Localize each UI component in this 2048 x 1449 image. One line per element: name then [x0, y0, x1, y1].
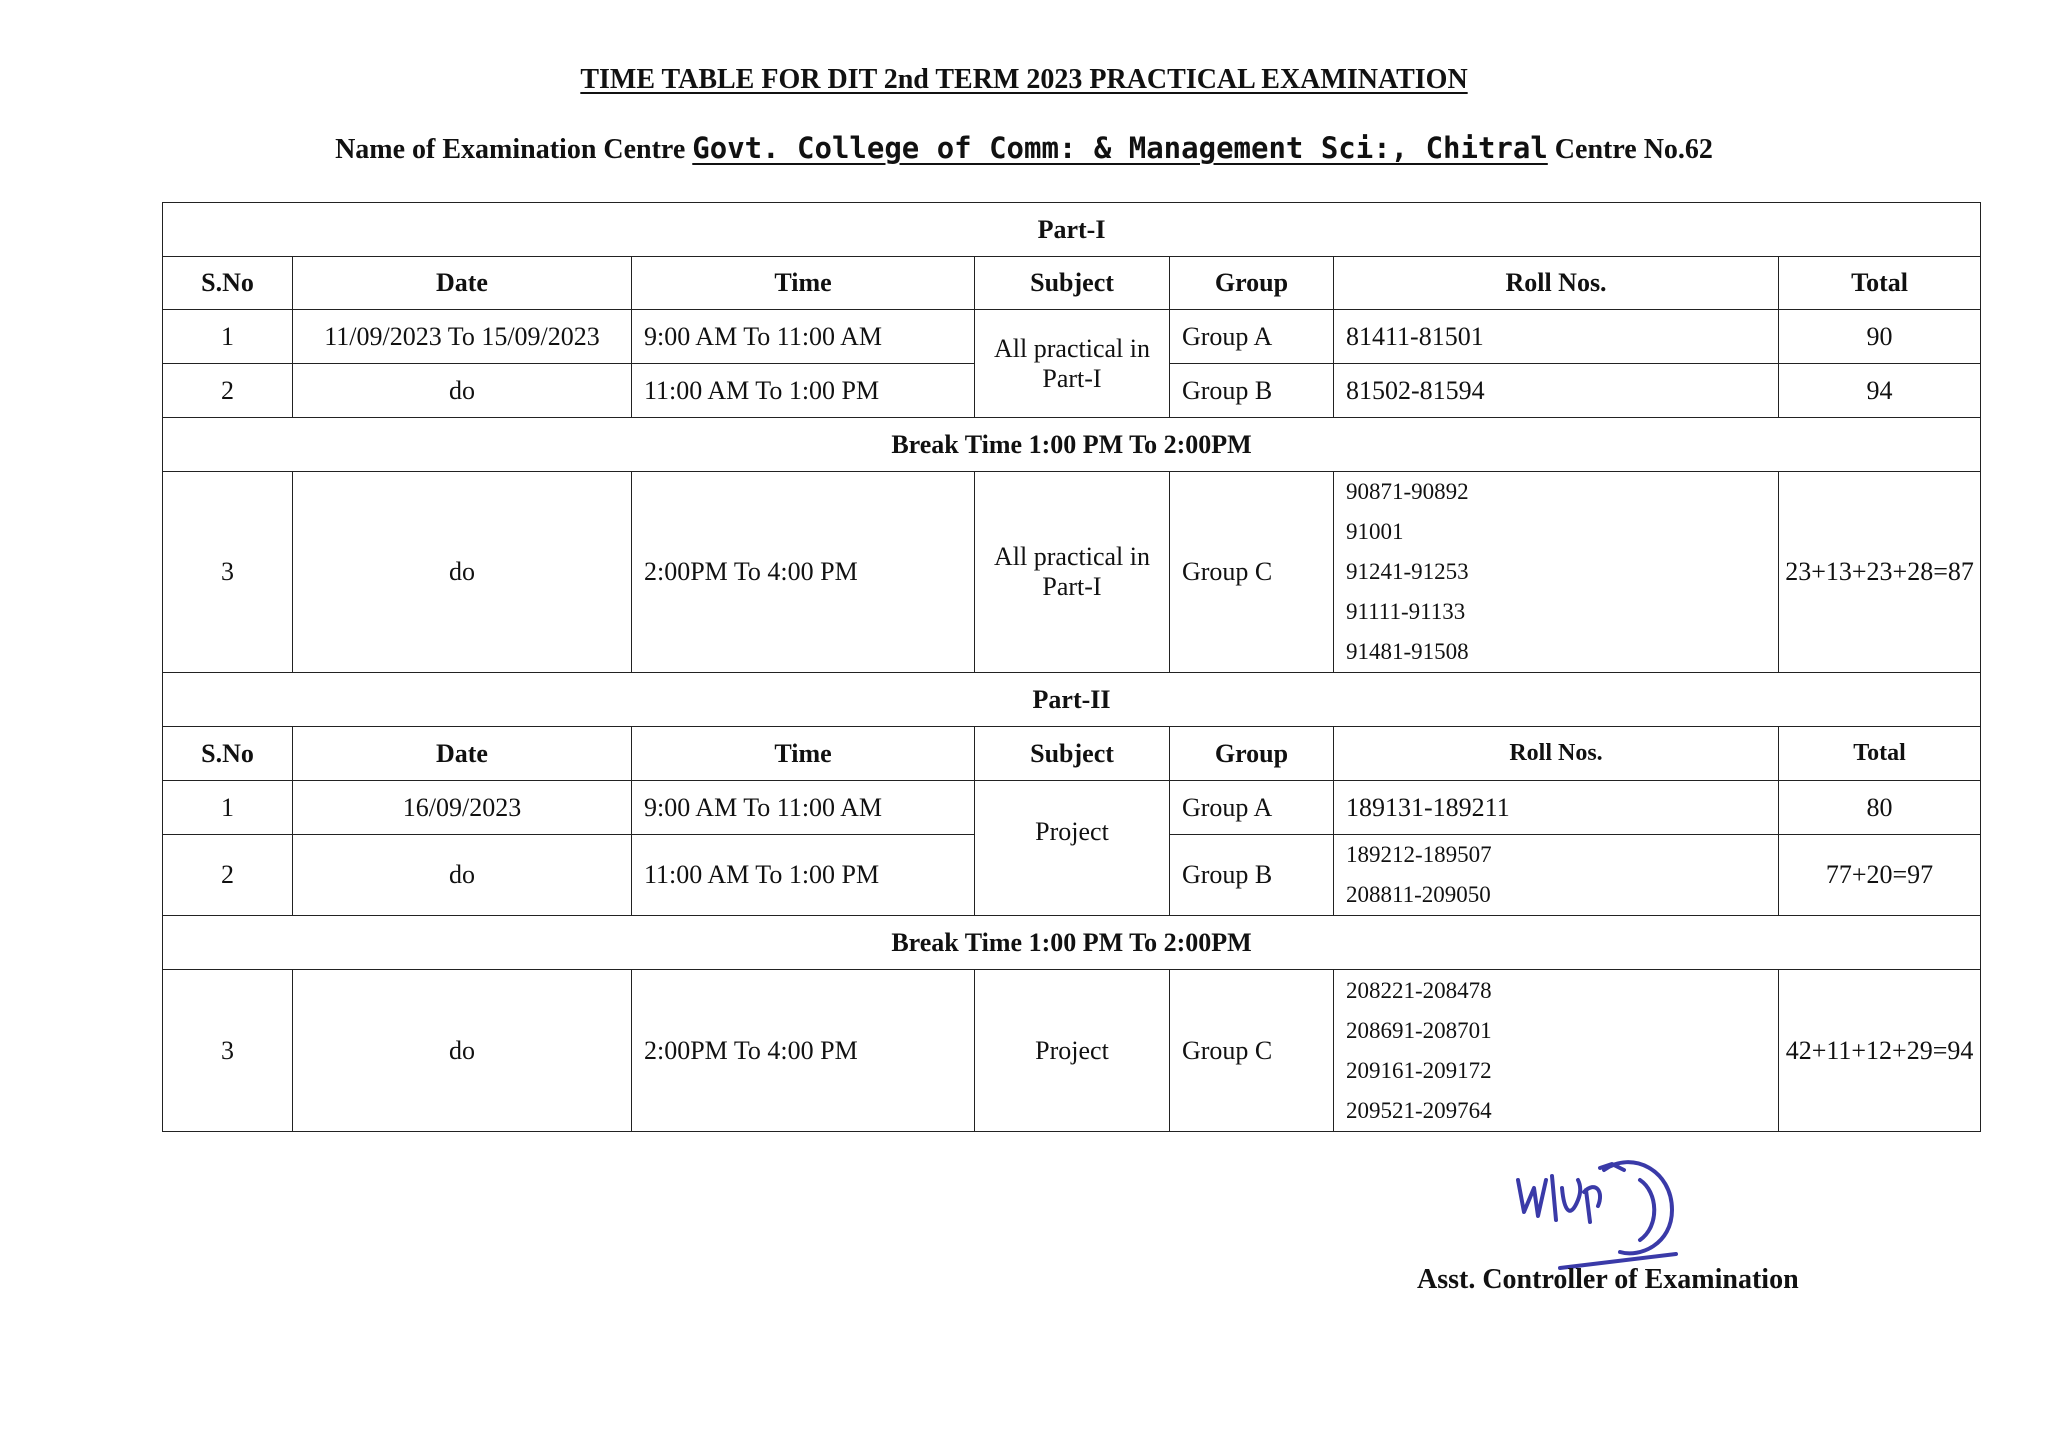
signature — [1500, 1140, 1700, 1280]
cell-rolls: 189131-189211 — [1334, 781, 1779, 835]
roll-range: 91001 — [1346, 519, 1404, 544]
cell-date: 11/09/2023 To 15/09/2023 — [293, 310, 632, 364]
table-row — [163, 472, 1981, 673]
header-rolls: Roll Nos. — [1334, 727, 1779, 781]
cell-subject: Project — [975, 781, 1170, 916]
roll-range: 208811-209050 — [1346, 882, 1491, 907]
cell-sno: 1 — [163, 781, 293, 835]
cell-subject: Project — [975, 970, 1170, 1132]
cell-group: Group A — [1170, 781, 1334, 835]
roll-range: 91241-91253 — [1346, 559, 1469, 584]
cell-sno: 3 — [163, 970, 293, 1132]
cell-date: do — [293, 472, 632, 673]
roll-range: 208691-208701 — [1346, 1017, 1492, 1043]
header-date: Date — [293, 257, 632, 310]
break-row — [163, 418, 1981, 472]
header-total: Total — [1779, 257, 1981, 310]
cell-group: Group C — [1170, 970, 1334, 1132]
cell-time: 2:00PM To 4:00 PM — [632, 472, 975, 673]
table-row — [163, 310, 1981, 364]
centre-name: Govt. College of Comm: & Management Sci:, Chitral — [692, 131, 1548, 165]
break-row — [163, 916, 1981, 970]
cell-total: 80 — [1779, 781, 1981, 835]
roll-range: 90871-90892 — [1346, 479, 1469, 504]
cell-total: 94 — [1779, 364, 1981, 418]
roll-range: 208221-208478 — [1346, 977, 1492, 1003]
cell-group: Group A — [1170, 310, 1334, 364]
roll-range: 209521-209764 — [1346, 1097, 1492, 1123]
cell-sno: 3 — [163, 472, 293, 673]
cell-rolls — [1334, 472, 1779, 673]
part2-header-row — [163, 727, 1981, 781]
part1-title-row — [163, 203, 1981, 257]
cell-total: 42+11+12+29=94 — [1779, 970, 1981, 1132]
break-time: Break Time 1:00 PM To 2:00PM — [163, 916, 1981, 970]
cell-subject: All practical in Part-I — [975, 310, 1170, 418]
header-time: Time — [632, 727, 975, 781]
header-total: Total — [1779, 727, 1981, 781]
part1-header-row — [163, 257, 1981, 310]
roll-range: 91481-91508 — [1346, 639, 1469, 664]
cell-rolls — [1334, 970, 1779, 1132]
cell-time: 11:00 AM To 1:00 PM — [632, 364, 975, 418]
header-date: Date — [293, 727, 632, 781]
timetable — [162, 202, 1981, 1132]
cell-rolls: 81502-81594 — [1334, 364, 1779, 418]
roll-range: 91111-91133 — [1346, 599, 1466, 624]
table-row — [163, 970, 1981, 1132]
controller-designation: Asst. Controller of Examination — [1417, 1264, 1799, 1295]
cell-total: 23+13+23+28=87 — [1779, 472, 1981, 673]
header-group: Group — [1170, 257, 1334, 310]
cell-group: Group B — [1170, 835, 1334, 916]
header-sno: S.No — [163, 727, 293, 781]
part1-title: Part-I — [163, 203, 1981, 257]
cell-total: 77+20=97 — [1779, 835, 1981, 916]
cell-sno: 1 — [163, 310, 293, 364]
header-group: Group — [1170, 727, 1334, 781]
header-time: Time — [632, 257, 975, 310]
title-text: TIME TABLE FOR DIT 2nd TERM 2023 PRACTICAL EXAMINATION — [580, 64, 1468, 95]
header-sno: S.No — [163, 257, 293, 310]
cell-date: 16/09/2023 — [293, 781, 632, 835]
cell-time: 2:00PM To 4:00 PM — [632, 970, 975, 1132]
cell-time: 11:00 AM To 1:00 PM — [632, 835, 975, 916]
centre-number: Centre No.62 — [1554, 134, 1713, 165]
cell-group: Group C — [1170, 472, 1334, 673]
table-row — [163, 781, 1981, 835]
part2-title: Part-II — [163, 673, 1981, 727]
cell-rolls — [1334, 835, 1779, 916]
part2-title-row — [163, 673, 1981, 727]
cell-time: 9:00 AM To 11:00 AM — [632, 781, 975, 835]
page-title — [0, 64, 2048, 96]
header-subject: Subject — [975, 257, 1170, 310]
roll-range: 209161-209172 — [1346, 1057, 1492, 1083]
roll-range: 189212-189507 — [1346, 842, 1492, 867]
cell-group: Group B — [1170, 364, 1334, 418]
centre-prefix: Name of Examination Centre — [335, 134, 686, 165]
header-rolls: Roll Nos. — [1334, 257, 1779, 310]
cell-rolls: 81411-81501 — [1334, 310, 1779, 364]
cell-subject: All practical in Part-I — [975, 472, 1170, 673]
break-time: Break Time 1:00 PM To 2:00PM — [163, 418, 1981, 472]
cell-total: 90 — [1779, 310, 1981, 364]
header-subject: Subject — [975, 727, 1170, 781]
cell-time: 9:00 AM To 11:00 AM — [632, 310, 975, 364]
centre-line — [0, 131, 2048, 166]
cell-date: do — [293, 970, 632, 1132]
cell-date: do — [293, 364, 632, 418]
cell-sno: 2 — [163, 364, 293, 418]
cell-date: do — [293, 835, 632, 916]
cell-sno: 2 — [163, 835, 293, 916]
